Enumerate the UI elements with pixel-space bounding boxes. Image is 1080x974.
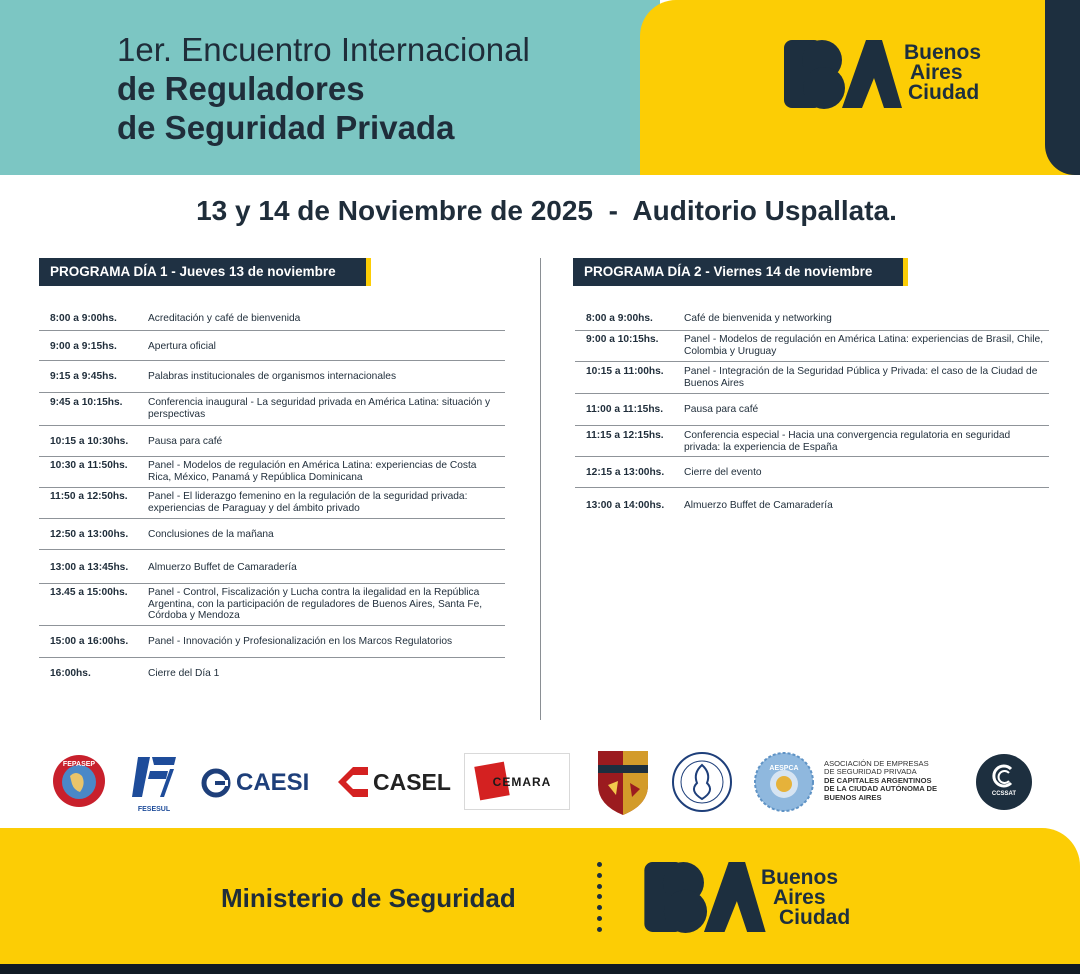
asociacion-line: DE LA CIUDAD AUTÓNOMA DE [824, 784, 938, 794]
schedule-row [39, 361, 505, 393]
divider-dot [597, 927, 602, 932]
schedule-desc: Apertura oficial [148, 341, 216, 352]
schedule-time: 11:15 a 12:15hs. [586, 430, 664, 441]
schedule-desc: Conferencia inaugural - La seguridad privada en América Latina: situación y perspectivas [148, 397, 491, 420]
schedule-desc: Pausa para café [684, 404, 759, 415]
ba-ciudad-logo-header [784, 38, 981, 110]
ba-logo-word-aires: Aires [773, 886, 826, 909]
schedule-time: 13:00 a 14:00hs. [586, 500, 665, 511]
shield-crest-icon [596, 749, 650, 817]
schedule-row [39, 488, 505, 519]
ba-logo-word-ciudad: Ciudad [908, 81, 980, 104]
ba-ciudad-logo-footer [643, 860, 850, 934]
schedule-desc: Panel - Control, Fiscalización y Lucha contra la ilegalidad en la República Argentina, con la participación de reguladores de Buenos Aires, Santa Fe, Córdoba y Mendoza [148, 587, 483, 621]
schedule-row [39, 331, 505, 361]
schedule-desc: Cierre del evento [684, 467, 762, 478]
ba-logo-word-buenos: Buenos [761, 866, 839, 889]
schedule-desc: Panel - Modelos de regulación en América Latina: experiencias de Costa Rica, México, Panamá y República Dominicana [148, 460, 477, 483]
schedule-time: 9:45 a 10:15hs. [50, 397, 123, 408]
cemara-emblem-icon [465, 754, 569, 809]
schedule-desc: Almuerzo Buffet de Camaradería [684, 500, 833, 511]
ba-logo-word-buenos: Buenos [904, 41, 982, 64]
schedule-time: 9:15 a 9:45hs. [50, 371, 117, 382]
schedule-time: 8:00 a 9:00hs. [586, 313, 653, 324]
schedule-time: 12:15 a 13:00hs. [586, 467, 665, 478]
event-title [117, 30, 530, 147]
day2-heading: PROGRAMA DÍA 2 - Viernes 14 de noviembre [573, 258, 903, 286]
divider-dot [597, 884, 602, 889]
divider-dot [597, 894, 602, 899]
schedule-time: 11:50 a 12:50hs. [50, 491, 128, 502]
column-divider [540, 258, 541, 720]
schedule-time: 9:00 a 9:15hs. [50, 341, 117, 352]
aespca-sun-logo-icon [753, 751, 815, 813]
schedule-row [39, 393, 505, 426]
schedule-desc: Conclusiones de la mañana [148, 529, 274, 540]
day1-schedule [39, 310, 505, 688]
schedule-row [575, 362, 1049, 394]
schedule-row [575, 310, 1049, 331]
ccssat-label: CCSSAT [991, 791, 1017, 797]
schedule-desc: Conferencia especial - Hacia una convergencia regulatoria en seguridad privada: la experiencia de España [684, 430, 1011, 453]
cemara-label: CEMARA [492, 775, 552, 789]
aespca-label: AESPCA [769, 765, 799, 772]
asociacion-line: ASOCIACIÓN DE EMPRESAS [824, 759, 929, 768]
ba-logo-mark-icon [643, 860, 767, 934]
ba-logo-word-ciudad: Ciudad [779, 906, 851, 929]
schedule-row [39, 626, 505, 658]
schedule-desc: Cierre del Día 1 [148, 668, 220, 679]
schedule-time: 11:00 a 11:15hs. [586, 404, 664, 415]
ccssat-logo-icon [975, 753, 1033, 811]
schedule-desc: Panel - El liderazgo femenino en la regulación de la seguridad privada: experiencias de Paraguay y del ámbito privado [148, 491, 468, 514]
footer-dotted-divider [597, 862, 603, 932]
schedule-time: 15:00 a 16:00hs. [50, 636, 129, 647]
schedule-row [39, 550, 505, 584]
schedule-desc: Palabras institucionales de organismos internacionales [148, 371, 397, 382]
fepasep-logo-icon [52, 754, 106, 808]
footer-bottom-strip [0, 964, 1080, 974]
schedule-time: 16:00hs. [50, 668, 91, 679]
day2-schedule [575, 310, 1049, 521]
asociacion-line: DE CAPITALES ARGENTINOS [824, 775, 932, 785]
divider-dot [597, 905, 602, 910]
schedule-row [39, 584, 505, 626]
schedule-desc: Pausa para café [148, 436, 223, 447]
schedule-time: 13.45 a 15:00hs. [50, 587, 128, 598]
header-banner [0, 0, 1080, 175]
divider-dot [597, 916, 602, 921]
asociacion-line: DE SEGURIDAD PRIVADA [824, 767, 917, 777]
schedule-desc: Almuerzo Buffet de Camaradería [148, 562, 297, 573]
schedule-row [575, 331, 1049, 362]
caesi-ring-icon [200, 767, 232, 799]
schedule-time: 12:50 a 13:00hs. [50, 529, 129, 540]
divider-dot [597, 862, 602, 867]
ministry-name: Ministerio de Seguridad [221, 883, 516, 913]
sponsor-logos [0, 745, 1080, 825]
schedule-desc: Panel - Modelos de regulación en América Latina: experiencias de Brasil, Chile, Colombia y Uruguay [684, 334, 1044, 357]
schedule-row [39, 519, 505, 550]
asociacion-empresas-logo [824, 760, 937, 802]
schedule-row [575, 394, 1049, 426]
event-title-line2: de Reguladores [117, 70, 365, 107]
schedule-time: 9:00 a 10:15hs. [586, 334, 659, 345]
fesesul-logo-icon [130, 753, 178, 813]
schedule-row [575, 457, 1049, 488]
casel-logo [336, 765, 451, 799]
schedule-time: 10:30 a 11:50hs. [50, 460, 128, 471]
caesi-label: CAESI [236, 769, 310, 796]
event-date-venue: 13 y 14 de Noviembre de 2025 - Auditorio Uspallata. [196, 195, 897, 226]
event-title-line3: de Seguridad Privada [117, 109, 455, 146]
ba-logo-word-aires: Aires [910, 61, 963, 84]
schedule-row [39, 426, 505, 457]
schedule-row [39, 457, 505, 488]
schedule-row [575, 488, 1049, 521]
event-title-line1: 1er. Encuentro Internacional [117, 31, 530, 68]
caesi-logo [200, 767, 309, 799]
footer-banner [0, 828, 1080, 974]
casel-label: CASEL [373, 768, 451, 795]
schedule-row [39, 658, 505, 688]
asociacion-line: BUENOS AIRES [824, 792, 882, 802]
schedule-desc: Panel - Integración de la Seguridad Pública y Privada: el caso de la Ciudad de Buenos Aires [684, 366, 1038, 389]
divider-dot [597, 873, 602, 878]
schedule-desc: Café de bienvenida y networking [684, 313, 832, 324]
cemara-logo [464, 753, 570, 810]
casel-c-icon [336, 765, 370, 799]
schedule-desc: Panel - Innovación y Profesionalización en los Marcos Regulatorios [148, 636, 453, 647]
schedule-row [39, 310, 505, 331]
schedule-time: 13:00 a 13:45hs. [50, 562, 129, 573]
fesesul-label: FESESUL [137, 806, 171, 813]
schedule-time: 8:00 a 9:00hs. [50, 313, 117, 324]
schedule-desc: Acreditación y café de bienvenida [148, 313, 301, 324]
ba-logo-mark-icon [784, 38, 902, 110]
round-seal-icon [671, 751, 733, 813]
schedule-time: 10:15 a 10:30hs. [50, 436, 129, 447]
schedule-time: 10:15 a 11:00hs. [586, 366, 664, 377]
header-dark-strip [1045, 0, 1080, 175]
schedule-row [575, 426, 1049, 457]
day1-heading: PROGRAMA DÍA 1 - Jueves 13 de noviembre [39, 258, 366, 286]
fepasep-label: FEPASEP [62, 761, 96, 768]
